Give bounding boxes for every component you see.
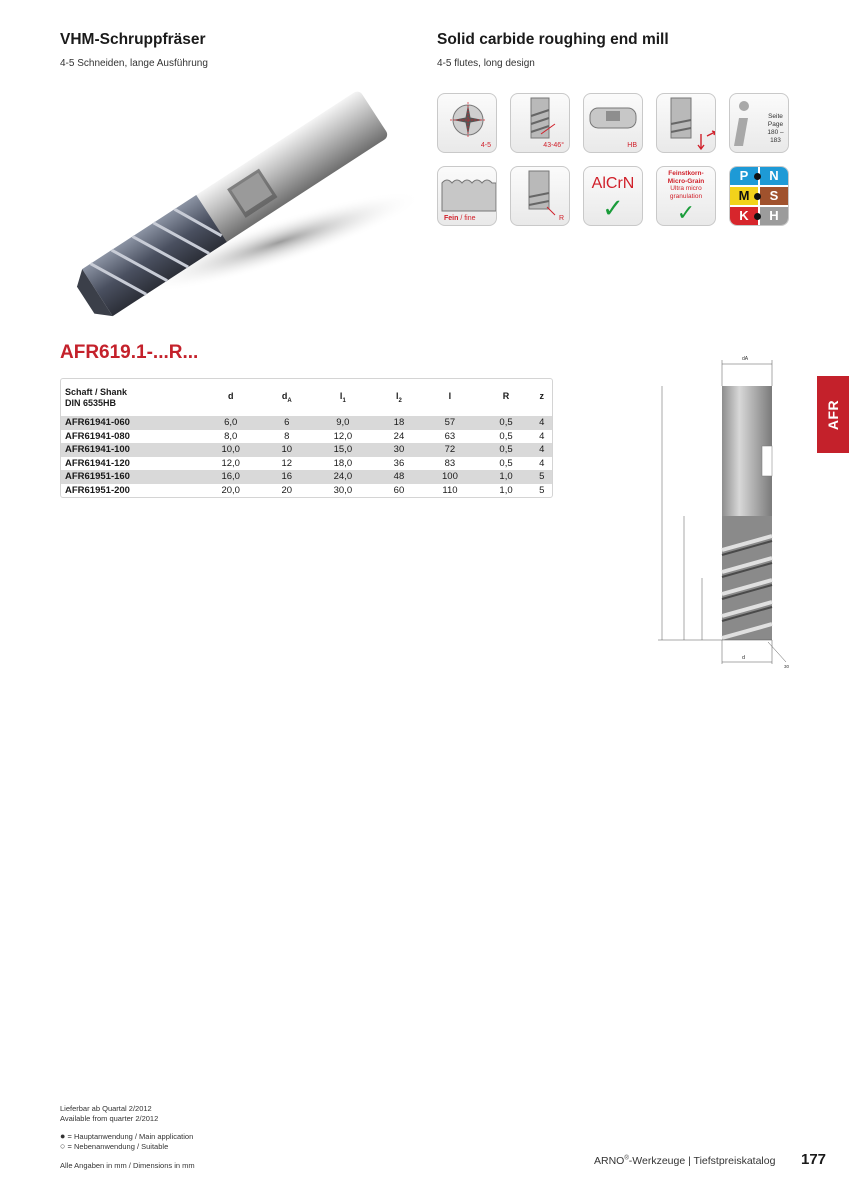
table-head-shank: Schaft / Shank <box>65 386 128 397</box>
grain-en-2: granulation <box>669 192 703 200</box>
legend-main: = Hauptanwendung / Main application <box>67 1132 194 1141</box>
da-label: dA <box>742 356 749 362</box>
col-da: $d_A$ <box>281 391 292 404</box>
iso-n: N <box>760 167 788 185</box>
iso-s: S <box>760 187 788 205</box>
brand-name: ARNO <box>594 1155 625 1167</box>
table-row: AFR61941-060 6,0 6 9,0 18 57 0,5 4 <box>61 416 552 430</box>
shank-label: HB <box>627 142 637 149</box>
table-row: AFR61941-120 12,0 12 18,0 36 83 0,5 4 <box>65 457 545 469</box>
iso-h: H <box>760 207 788 225</box>
col-l1: $l_1$ <box>339 391 346 404</box>
grain-en-1: Ultra micro <box>670 185 702 192</box>
flutes-tile <box>437 93 497 153</box>
col-z: z <box>539 391 545 402</box>
technical-drawing <box>650 350 800 680</box>
shank-tile <box>583 93 643 153</box>
main-application-dot-icon <box>754 213 761 220</box>
main-application-dot-icon <box>754 193 761 200</box>
empty-circle-icon: ○ <box>60 1140 66 1151</box>
availability-en: Available from quarter 2/2012 <box>60 1113 159 1123</box>
page-ref-label: Seite Page <box>767 113 784 128</box>
helix-label: 43-46° <box>543 142 564 149</box>
plunge-tile <box>656 93 716 153</box>
col-l: l <box>448 391 452 402</box>
catalog-footer: ARNO®-Werkzeuge | Tiefstpreiskatalog <box>594 1155 776 1167</box>
title-de: VHM-Schruppfräser <box>60 31 206 48</box>
coating-tile <box>583 166 643 226</box>
profile-fine: / fine <box>458 215 476 222</box>
grain-tile <box>656 166 716 226</box>
catalog-name: -Werkzeuge | Tiefstpreiskatalog <box>628 1155 776 1167</box>
page-number: 177 <box>801 1151 827 1168</box>
filled-circle-icon: ● <box>60 1131 66 1141</box>
table-row: AFR61951-160 16,0 16 24,0 48 100 1,0 5 <box>61 470 552 484</box>
end-mill-photo <box>50 80 420 320</box>
helix-tile <box>510 93 570 153</box>
info-tile <box>729 93 789 153</box>
radius-label: R <box>558 215 564 222</box>
section-tab <box>817 376 849 453</box>
page-ref-range: 180 – 183 <box>767 129 784 144</box>
corner-label: 30 <box>784 664 790 669</box>
subtitle-de: 4-5 Schneiden, lange Ausführung <box>60 58 208 69</box>
grain-de-1: Feinstkorn- <box>668 170 704 177</box>
iso-k: K <box>730 207 758 225</box>
section-tab-label: AFR <box>825 399 841 430</box>
product-code: AFR619.1-...R... <box>60 342 199 363</box>
table-row: AFR61941-100 10,0 10 15,0 30 72 0,5 4 <box>61 443 552 457</box>
legend-suitable: = Nebenanwendung / Suitable <box>67 1141 169 1151</box>
plunge-ramp-icon <box>657 94 716 153</box>
table-head-din: DIN 6535HB <box>65 397 117 408</box>
table-row: AFR61951-200 20,0 20 30,0 60 110 1,0 5 <box>65 484 545 496</box>
table-row: AFR61941-080 8,0 8 12,0 24 63 0,5 4 <box>65 430 545 442</box>
availability-de: Lieferbar ab Quartal 2/2012 <box>60 1104 152 1113</box>
coating-label: AlCrN <box>591 175 635 192</box>
units-note: Alle Angaben in mm / Dimensions in mm <box>60 1161 195 1170</box>
radius-tile <box>510 166 570 226</box>
grain-check-icon: ✓ <box>676 200 696 225</box>
iso-p: P <box>730 167 758 185</box>
iso-m: M <box>730 187 758 205</box>
col-l2: $l_2$ <box>396 391 402 404</box>
profile-tile <box>437 166 497 226</box>
product-table <box>60 378 553 498</box>
coating-check-icon: ✓ <box>602 193 624 223</box>
subtitle-en: 4-5 flutes, long design <box>437 58 535 69</box>
d-label: d <box>742 655 746 661</box>
profile-fein: Fein <box>444 215 459 222</box>
flutes-label: 4-5 <box>480 142 491 149</box>
grain-de-2: Micro-Grain <box>667 177 705 185</box>
iso-material-tile <box>729 166 789 226</box>
col-d: d <box>227 391 234 402</box>
title-en: Solid carbide roughing end mill <box>437 31 669 48</box>
main-application-dot-icon <box>754 173 761 180</box>
col-r: R <box>502 391 510 402</box>
